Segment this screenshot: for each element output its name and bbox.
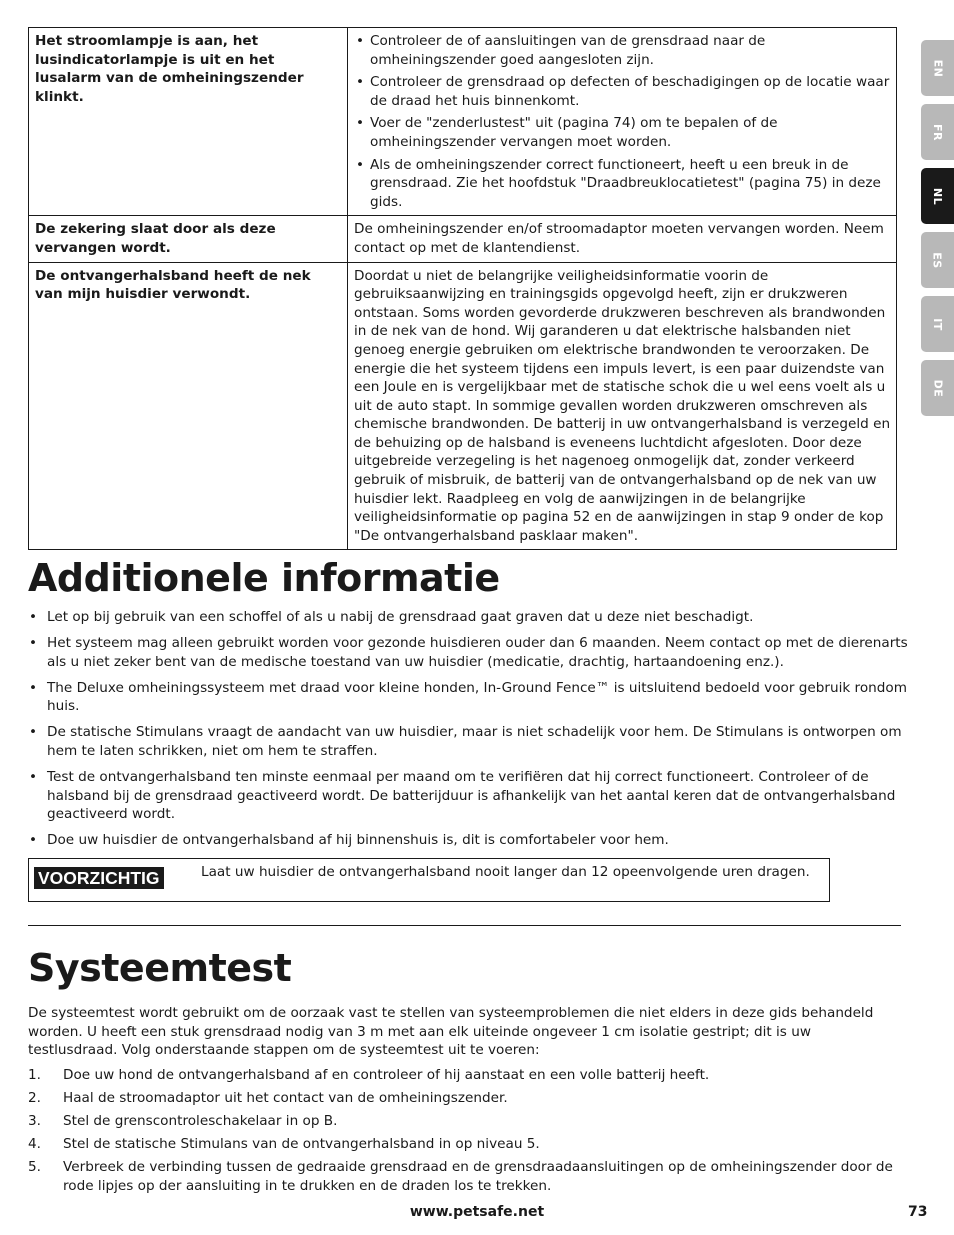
page-number: 73 [908, 1204, 928, 1220]
system-test-intro: De systeemtest wordt gebruikt om de oorzaak vast te stellen van systeemproblemen die niet elders in deze gids behandeld worden. U heeft een stuk grensdraad nodig van 3 m met aan elk uiteinde ongeveer 1 cm isolatie gestript; dit is uw testlusdraad. Volg onderstaande stappen om de systeemtest uit te voeren: [28, 1005, 874, 1059]
additional-info-list [28, 608, 927, 858]
solution-cell: Doordat u niet de belangrijke veiligheidsinformatie voorin de gebruiksaanwijzing en trainingsgids opgevolgd heeft, zijn er drukzweren ontstaan. Soms worden gevorderde drukzweren beschreven als brandwonden in de nek van de hond. Wij garanderen u dat elektrische halsbanden niet genoeg energie gebruiken om elektrische brandwonden te veroorzaken. De energie die het systeem tijdens een impuls levert, is een paar duizendste van een Joule en is vergelijkbaar met de statische schok die u wel eens voelt als u uit de auto stapt. In sommige gevallen worden drukzweren omschreven als chemische brandwonden. De batterij in uw ontvangerhalsband is verzegeld en de behuizing op de halsband is eveneens luchtdicht afgesloten. Door deze uitgebreide verzegeling is het nagenoeg onmogelijk dat, zonder verkeerd gebruik of misbruik, de batterij van de ontvangerhalsband op de nek van uw huisdier lekt. Raadpleeg en volg de aanwijzingen in de belangrijke veiligheidsinformatie op pagina 52 en de aanwijzingen in stap 9 onder de kop "De ontvangerhalsband pasklaar maken". [348, 262, 897, 550]
section-title-additional-info: Additionele informatie [28, 556, 500, 600]
caution-badge: VOORZICHTIG [34, 867, 164, 889]
solution-cell: De omheiningszender en/of stroomadaptor moeten vervangen worden. Neem contact op met de klantendienst. [348, 216, 897, 262]
step-number: 4. [28, 1136, 41, 1153]
list-item [28, 1158, 898, 1195]
step-number: 3. [28, 1113, 41, 1130]
list-item: • The Deluxe omheiningssysteem met draad voor kleine honden, In-Ground Fence™ is uitsluitend bedoeld voor gebruik rondom huis. [47, 679, 927, 716]
footer-url[interactable]: www.petsafe.net [409, 1204, 545, 1220]
tab-fr[interactable] [921, 104, 954, 160]
step-number: 5. [28, 1159, 41, 1176]
list-item: • Let op bij gebruik van een schoffel of als u nabij de grensdraad gaat graven dat u deze niet beschadigt. [47, 608, 927, 627]
tab-en[interactable] [921, 40, 954, 96]
list-item [28, 1112, 898, 1131]
language-tabs [921, 40, 954, 424]
system-test-steps [28, 1066, 898, 1200]
tab-label: DE [931, 379, 944, 397]
list-item [28, 1089, 898, 1108]
step-text: Stel de grenscontroleschakelaar in op B. [63, 1113, 338, 1130]
list-item: • Het systeem mag alleen gebruikt worden voor gezonde huisdieren ouder dan 6 maanden. Neem contact op met de dierenarts als u niet zeker bent van de medische toestand van uw huisdier (medicatie, drachtig, hartaandoening enz.). [47, 634, 927, 671]
solution-list [354, 32, 892, 211]
tab-label: IT [930, 317, 944, 331]
list-item: • De statische Stimulans vraagt de aandacht van uw huisdier, maar is niet schadelijk voor hem. De Stimulans is ontworpen om hem te laten schrikken, niet om hem te straffen. [47, 723, 927, 760]
tab-es[interactable] [921, 232, 954, 288]
list-item: • Controleer de of aansluitingen van de grensdraad naar de omheiningszender goed aangesloten zijn. [370, 32, 892, 69]
tab-label: NL [931, 187, 944, 205]
list-item: • Controleer de grensdraad op defecten of beschadigingen op de locatie waar de draad het huis binnenkomt. [370, 73, 892, 110]
step-number: 1. [28, 1067, 41, 1083]
tab-it[interactable] [921, 296, 954, 352]
solution-cell [348, 28, 897, 216]
problem-cell: De ontvangerhalsband heeft de nek van mijn huisdier verwondt. [29, 262, 348, 550]
list-item: • Test de ontvangerhalsband ten minste eenmaal per maand om te verifiëren dat hij correct functioneert. Controleer of de halsband bij de grensdraad geactiveerd wordt. De batterijduur is afhankelijk van het aantal keren dat de ontvangerhalsband geactiveerd wordt. [47, 768, 927, 824]
list-item: • Voer de "zenderlustest" uit (pagina 74) om te bepalen of de omheiningszender vervangen moet worden. [370, 114, 892, 151]
tab-label: ES [931, 251, 944, 269]
list-item: • Als de omheiningszender correct functioneert, heeft u een breuk in de grensdraad. Zie het hoofdstuk "Draadbreuklocatietest" (pagina 75) in deze gids. [370, 156, 892, 212]
table-row [29, 262, 897, 550]
problem-cell: Het stroomlampje is aan, het lusindicatorlampje is uit en het lusalarm van de omheiningszender klinkt. [29, 28, 348, 216]
step-text: Verbreek de verbinding tussen de gedraaide grensdraad en de grensdraadaansluitingen op de omheiningszender door de rode lipjes op der aansluiting in te drukken en de draden los te trekken. [63, 1159, 893, 1194]
table-row [29, 216, 897, 262]
table-row [29, 28, 897, 216]
caution-text: Laat uw huisdier de ontvangerhalsband nooit langer dan 12 opeenvolgende uren dragen. [201, 864, 810, 880]
step-text: Doe uw hond de ontvangerhalsband af en controleer of hij aanstaat en een volle batterij heeft. [63, 1067, 710, 1083]
list-item: • Doe uw huisdier de ontvangerhalsband af hij binnenshuis is, dit is comfortabeler voor hem. [47, 831, 927, 850]
step-text: Haal de stroomadaptor uit het contact van de omheiningszender. [63, 1090, 508, 1107]
tab-de[interactable] [921, 360, 954, 416]
troubleshooting-table [28, 27, 897, 550]
section-divider [28, 925, 901, 926]
tab-label: FR [930, 123, 944, 141]
list-item [28, 1135, 898, 1154]
problem-cell: De zekering slaat door als deze vervangen wordt. [29, 216, 348, 262]
step-text: Stel de statische Stimulans van de ontvangerhalsband in op niveau 5. [63, 1136, 540, 1153]
caution-box [28, 858, 830, 902]
tab-nl[interactable] [921, 168, 954, 224]
step-number: 2. [28, 1090, 41, 1107]
list-item [28, 1066, 898, 1085]
tab-label: EN [930, 59, 944, 77]
section-title-system-test: Systeemtest [28, 946, 292, 990]
